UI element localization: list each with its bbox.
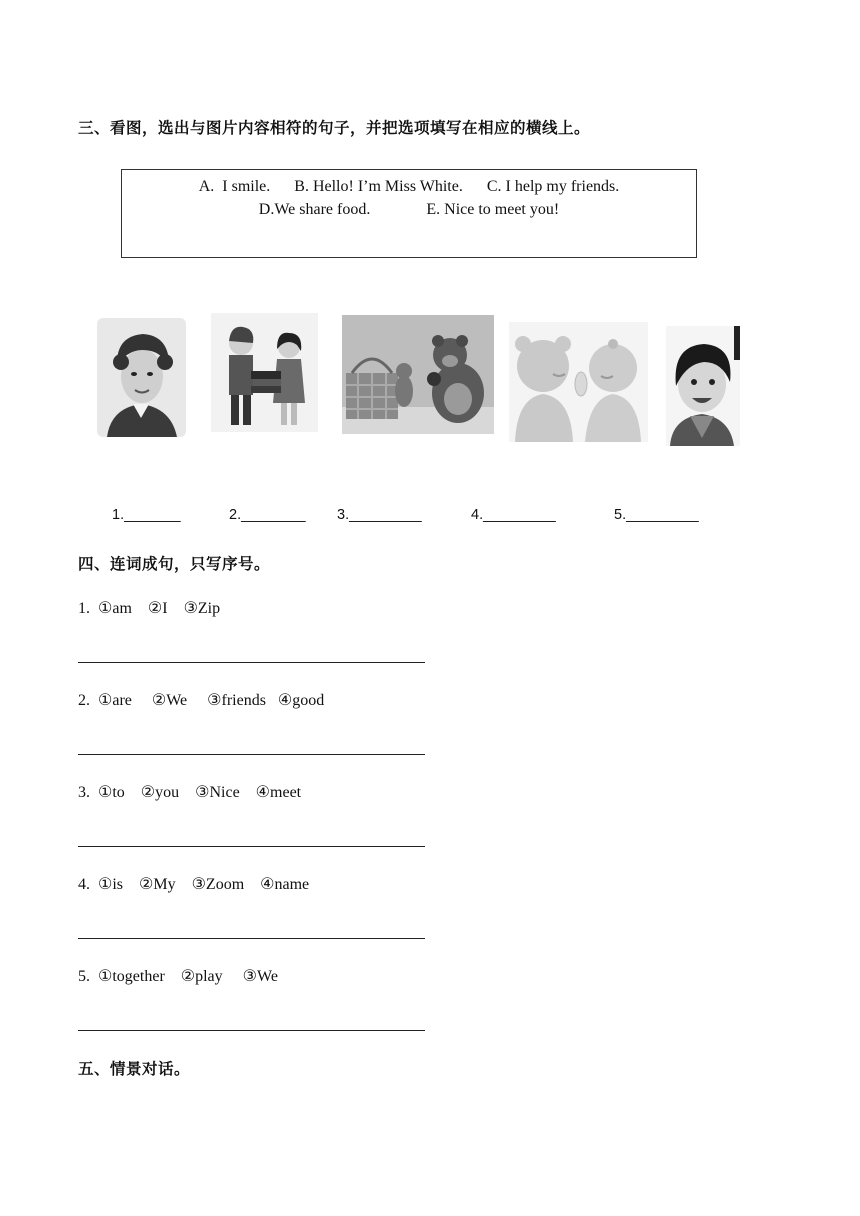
answer-line-2[interactable] [78, 754, 425, 755]
picture-3-picnic-bear [342, 315, 494, 434]
question-3: 3. ①to ②you ③Nice ④meet [78, 784, 302, 801]
section-4-title: 四、连词成句，只写序号。 [78, 555, 271, 573]
options-line-1: A. I smile. B. Hello! I’m Miss White. C. I help my friends. [198, 178, 620, 195]
picture-blank-2[interactable]: 2.________ [229, 507, 306, 523]
answer-line-5[interactable] [78, 1030, 425, 1031]
question-1: 1. ①am ②I ③Zip [78, 600, 221, 617]
answer-line-1[interactable] [78, 662, 425, 663]
section-5-title: 五、情景对话。 [78, 1060, 191, 1078]
picture-1-woman-portrait [97, 318, 186, 437]
picture-4-figures-waving [509, 322, 648, 442]
options-box [121, 169, 697, 258]
options-line-2: D.We share food. E. Nice to meet you! [258, 201, 560, 218]
picture-5-smiling-girl [666, 326, 740, 446]
question-2: 2. ①are ②We ③friends ④good [78, 692, 325, 709]
picture-blank-1[interactable]: 1._______ [112, 507, 181, 523]
picture-blank-4[interactable]: 4._________ [471, 507, 556, 523]
answer-line-4[interactable] [78, 938, 425, 939]
section-3-title: 三、看图，选出与图片内容相符的句子，并把选项填写在相应的横线上。 [78, 119, 591, 137]
question-4: 4. ①is ②My ③Zoom ④name [78, 876, 310, 893]
picture-blank-3[interactable]: 3._________ [337, 507, 422, 523]
answer-line-3[interactable] [78, 846, 425, 847]
picture-2-children-with-books [211, 313, 318, 432]
question-5: 5. ①together ②play ③We [78, 968, 278, 985]
picture-blank-5[interactable]: 5._________ [614, 507, 699, 523]
